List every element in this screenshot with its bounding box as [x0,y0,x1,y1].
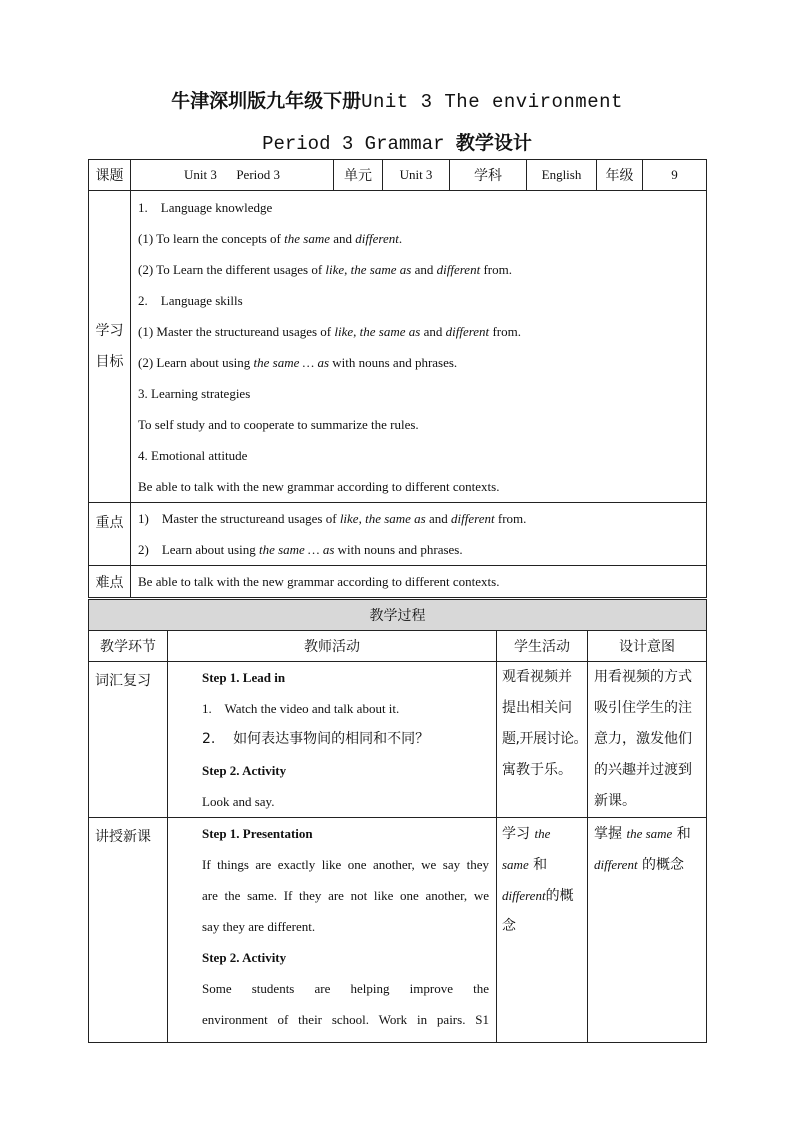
subtitle-cn: 教学设计 [455,132,532,154]
col-header-design: 设计意图 [588,631,707,662]
subtitle-en: Period 3 Grammar [262,133,445,155]
grade-value: 9 [643,160,707,191]
objectives-row [89,191,707,503]
col-header-student: 学生活动 [497,631,588,662]
unit-label: 单元 [334,160,383,191]
objective-line: (2) Learn about using the same … as with nouns and phrases. [138,355,458,370]
objective-heading: 4. Emotional attitude [138,448,248,463]
objective-heading: 1. Language knowledge [138,200,273,215]
table-row [89,818,707,1043]
subject-label: 学科 [450,160,527,191]
document-subtitle [0,128,794,155]
objective-heading: 2. Language skills [138,293,243,308]
objective-line: Be able to talk with the new grammar according to different contexts. [138,479,500,494]
table-row [89,662,707,818]
objective-line: (2) To Learn the different usages of like, the same as and different from. [138,262,512,277]
process-title: 教学过程 [89,600,707,631]
stage-cell: 词汇复习 [89,662,168,818]
key-points-row [89,503,707,566]
teaching-process-table [88,599,707,1043]
objectives-content [131,191,707,503]
topic-value: Unit 3 Period 3 [131,160,334,191]
key-points-content [131,503,707,566]
title-en: Unit 3 The environment [361,91,623,113]
document-title [0,86,794,113]
objective-line: (1) To learn the concepts of the same and different. [138,231,403,246]
objectives-label: 学习 目标 [89,191,131,503]
objective-line: To self study and to cooperate to summarize the rules. [138,417,419,432]
topic-label: 课题 [89,160,131,191]
key-point-line: 2) Learn about using the same … as with nouns and phrases. [138,542,463,557]
info-row [89,160,707,191]
col-header-teacher: 教师活动 [168,631,497,662]
col-header-stage: 教学环节 [89,631,168,662]
teacher-activity-cell: Step 1. Presentation If things are exactly like one another, we say they are the same. If they are not like one another, we say they are different. Step 2. Activity Some students are helping improve the environment of their school. Work in pairs. S1 [168,818,497,1043]
process-header-row [89,631,707,662]
difficulty-content: Be able to talk with the new grammar according to different contexts. [131,566,707,598]
design-intent-cell: 用看视频的方式 吸引住学生的注 意力，激发他们 的兴趣并过渡到 新课。 [588,662,707,818]
student-activity-cell: 观看视频并 提出相关问 题,开展讨论。 寓教于乐。 [497,662,588,818]
grade-label: 年级 [597,160,643,191]
process-band [89,600,707,631]
key-points-label: 重点 [89,503,131,566]
unit-value: Unit 3 [383,160,450,191]
student-activity-cell: 学习 the same 和 different的概 念 [497,818,588,1043]
design-intent-cell: 掌握 the same 和 different 的概念 [588,818,707,1043]
lesson-info-table [88,159,707,598]
stage-cell: 讲授新课 [89,818,168,1043]
difficulty-row [89,566,707,598]
objective-line: (1) Master the structureand usages of like, the same as and different from. [138,324,521,339]
key-point-line: 1) Master the structureand usages of like, the same as and different from. [138,511,527,526]
difficulty-label: 难点 [89,566,131,598]
title-cn: 牛津深圳版九年级下册 [171,90,362,112]
objective-heading: 3. Learning strategies [138,386,251,401]
teacher-activity-cell: Step 1. Lead in 1. Watch the video and talk about it. 2. 如何表达事物间的相同和不同？ Step 2. Activity Look and say. [168,662,497,818]
subject-value: English [527,160,597,191]
